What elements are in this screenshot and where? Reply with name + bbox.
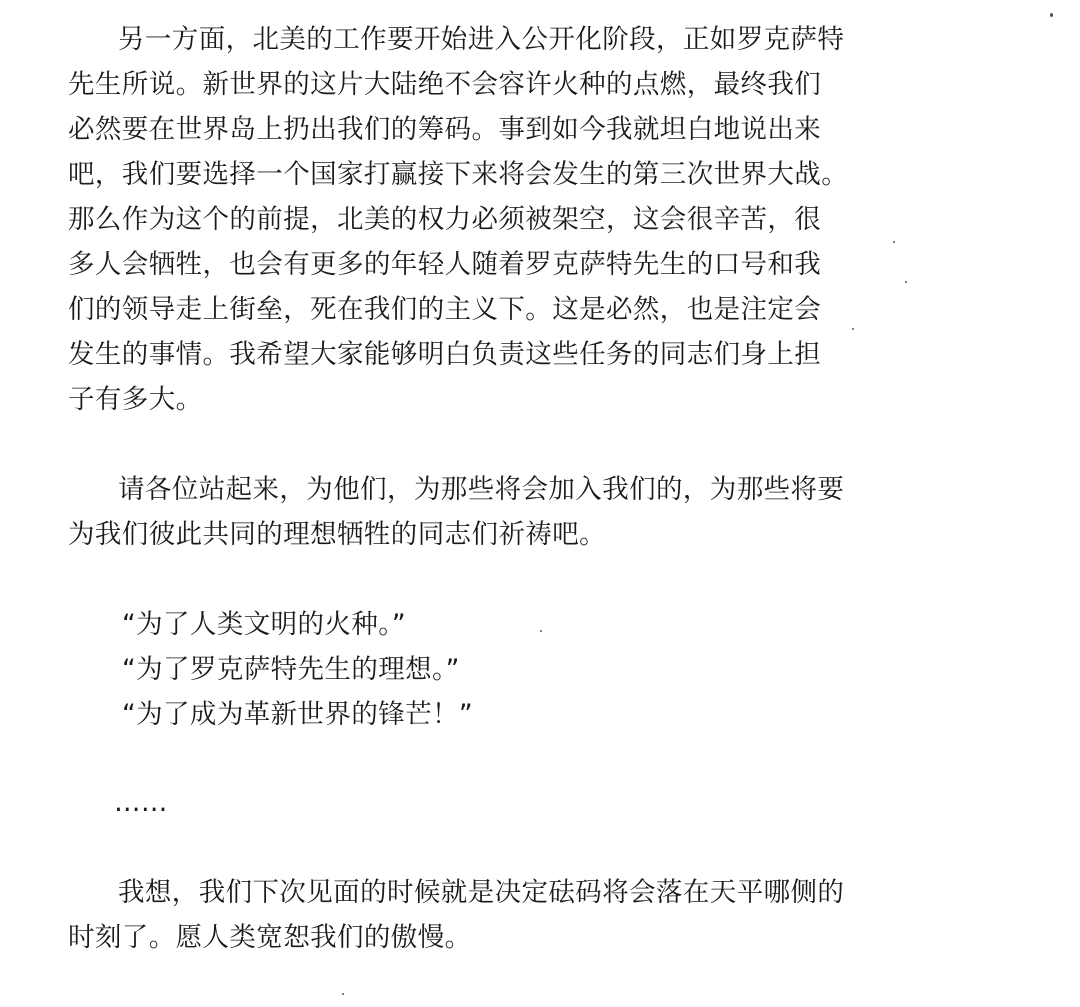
- quote-line-2: “为了罗克萨特先生的理想。”: [122, 654, 460, 685]
- paragraph-3-line-2: 时刻了。愿人类宽恕我们的傲慢。: [68, 922, 472, 953]
- scan-speck: [852, 328, 854, 330]
- paragraph-1-line-6: 多人会牺牲，也会有更多的年轻人随着罗克萨特先生的口号和我: [68, 249, 822, 280]
- paragraph-2-line-2: 为我们彼此共同的理想牺牲的同志们祈祷吧。: [68, 519, 606, 550]
- paragraph-3-line-1: 我想，我们下次见面的时候就是决定砝码将会落在天平哪侧的: [118, 877, 845, 908]
- paragraph-1-line-1: 另一方面，北美的工作要开始进入公开化阶段，正如罗克萨特: [118, 24, 845, 55]
- scan-speck: [540, 630, 542, 632]
- paragraph-1-line-7: 们的领导走上街垒，死在我们的主义下。这是必然，也是注定会: [68, 294, 822, 325]
- paragraph-1-line-9: 子有多大。: [68, 384, 203, 415]
- paragraph-1-line-3: 必然要在世界岛上扔出我们的筹码。事到如今我就坦白地说出来: [68, 114, 822, 145]
- paragraph-1-line-5: 那么作为这个的前提，北美的权力必须被架空，这会很辛苦，很: [68, 204, 822, 235]
- quote-line-1: “为了人类文明的火种。”: [122, 609, 407, 640]
- paragraph-1-line-8: 发生的事情。我希望大家能够明白负责这些任务的同志们身上担: [68, 339, 822, 370]
- scan-speck: [1050, 13, 1053, 17]
- scan-speck: [905, 281, 907, 283]
- ellipsis-line: ……: [114, 787, 168, 818]
- scan-speck: [342, 993, 344, 995]
- paragraph-1-line-2: 先生所说。新世界的这片大陆绝不会容许火种的点燃，最终我们: [68, 69, 822, 100]
- scan-speck: [893, 241, 895, 243]
- quote-line-3: “为了成为革新世界的锋芒！”: [122, 699, 474, 730]
- paragraph-1-line-4: 吧，我们要选择一个国家打赢接下来将会发生的第三次世界大战。: [68, 159, 849, 190]
- paragraph-2-line-1: 请各位站起来，为他们，为那些将会加入我们的，为那些将要: [118, 474, 845, 505]
